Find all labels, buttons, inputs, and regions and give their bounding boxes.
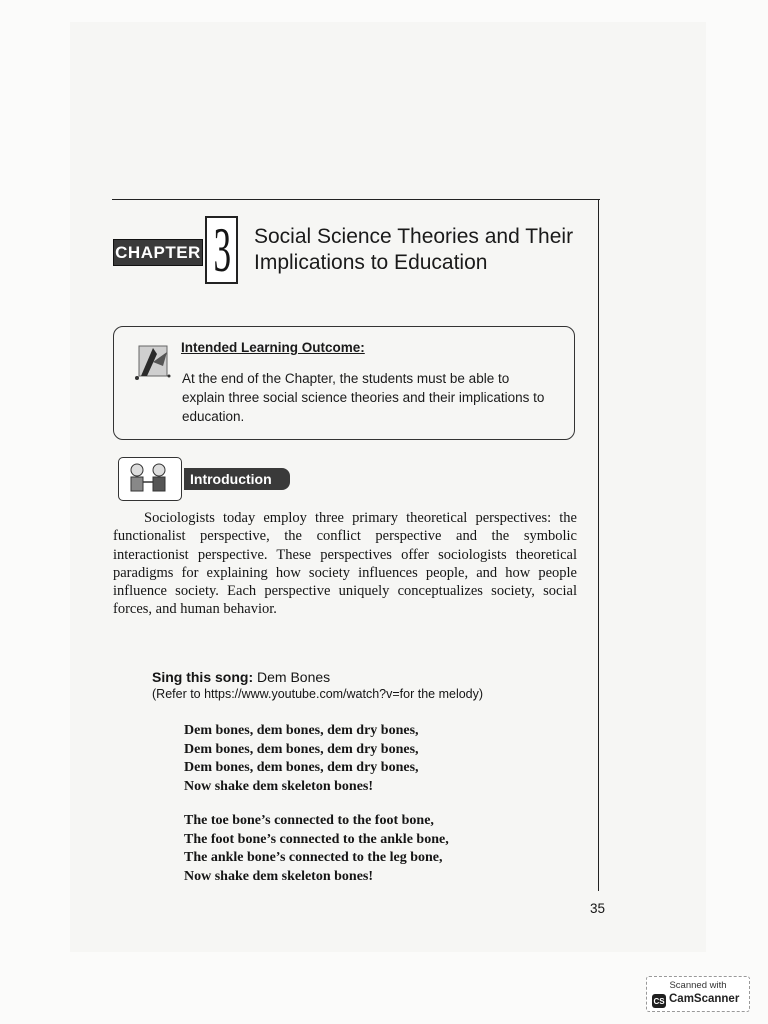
lyric-line: Now shake dem skeleton bones! — [184, 778, 374, 794]
lyric-line: The toe bone’s connected to the foot bone, — [184, 813, 434, 828]
introduction-paragraph: Sociologists today employ three primary theoretical perspectives: the functionalist perspective, the conflict perspective and the symbolic interactionist perspective. These perspectives offer sociologists theoretical paradigms for explaining how society influences people, and how people influence society. Each perspective uniquely conceptualizes society, social forces, and human behavior. — [113, 510, 577, 618]
page-number: 35 — [590, 901, 606, 916]
watermark-brand: CamScanner — [669, 993, 740, 1005]
chapter-frame-right-rule — [598, 199, 599, 891]
chapter-number-box — [205, 216, 238, 284]
song-stanza-2 — [184, 812, 524, 886]
target-arrow-icon — [133, 342, 173, 382]
lyric-line: Now shake dem skeleton bones! — [184, 868, 374, 884]
chapter-tag: CHAPTER — [113, 239, 203, 266]
introduction-badge — [118, 457, 182, 501]
chapter-title: Social Science Theories and Their Implications to Education — [254, 225, 574, 274]
lyric-line: Dem bones, dem bones, dem dry bones, — [184, 723, 419, 738]
song-prompt — [152, 669, 330, 685]
lyric-line: The foot bone’s connected to the ankle bone, — [184, 831, 449, 847]
camscanner-logo-icon: CS — [652, 994, 666, 1008]
learning-outcome-text: At the end of the Chapter, the students must be able to explain three social science theories and their implications to education. — [182, 371, 545, 424]
introduction-label: Introduction — [184, 468, 290, 490]
song-name: Dem Bones — [257, 669, 331, 685]
song-prompt-label: Sing this song: — [152, 669, 254, 685]
lyric-line: The ankle bone’s connected to the leg bone, — [184, 850, 443, 865]
song-stanza-1 — [184, 722, 524, 796]
lyric-line: Dem bones, dem bones, dem dry bones, — [184, 741, 419, 757]
watermark-caption: Scanned with — [669, 980, 727, 991]
chapter-frame-top-rule — [112, 199, 600, 200]
learning-outcome-heading: Intended Learning Outcome: — [181, 340, 365, 355]
lyric-line: Dem bones, dem bones, dem dry bones, — [184, 760, 419, 775]
children-illustration-icon — [119, 458, 179, 498]
song-reference: (Refer to https://www.youtube.com/watch?v=for the melody) — [152, 687, 484, 701]
chapter-number: 3 — [213, 216, 232, 284]
camscanner-watermark — [646, 976, 750, 1012]
